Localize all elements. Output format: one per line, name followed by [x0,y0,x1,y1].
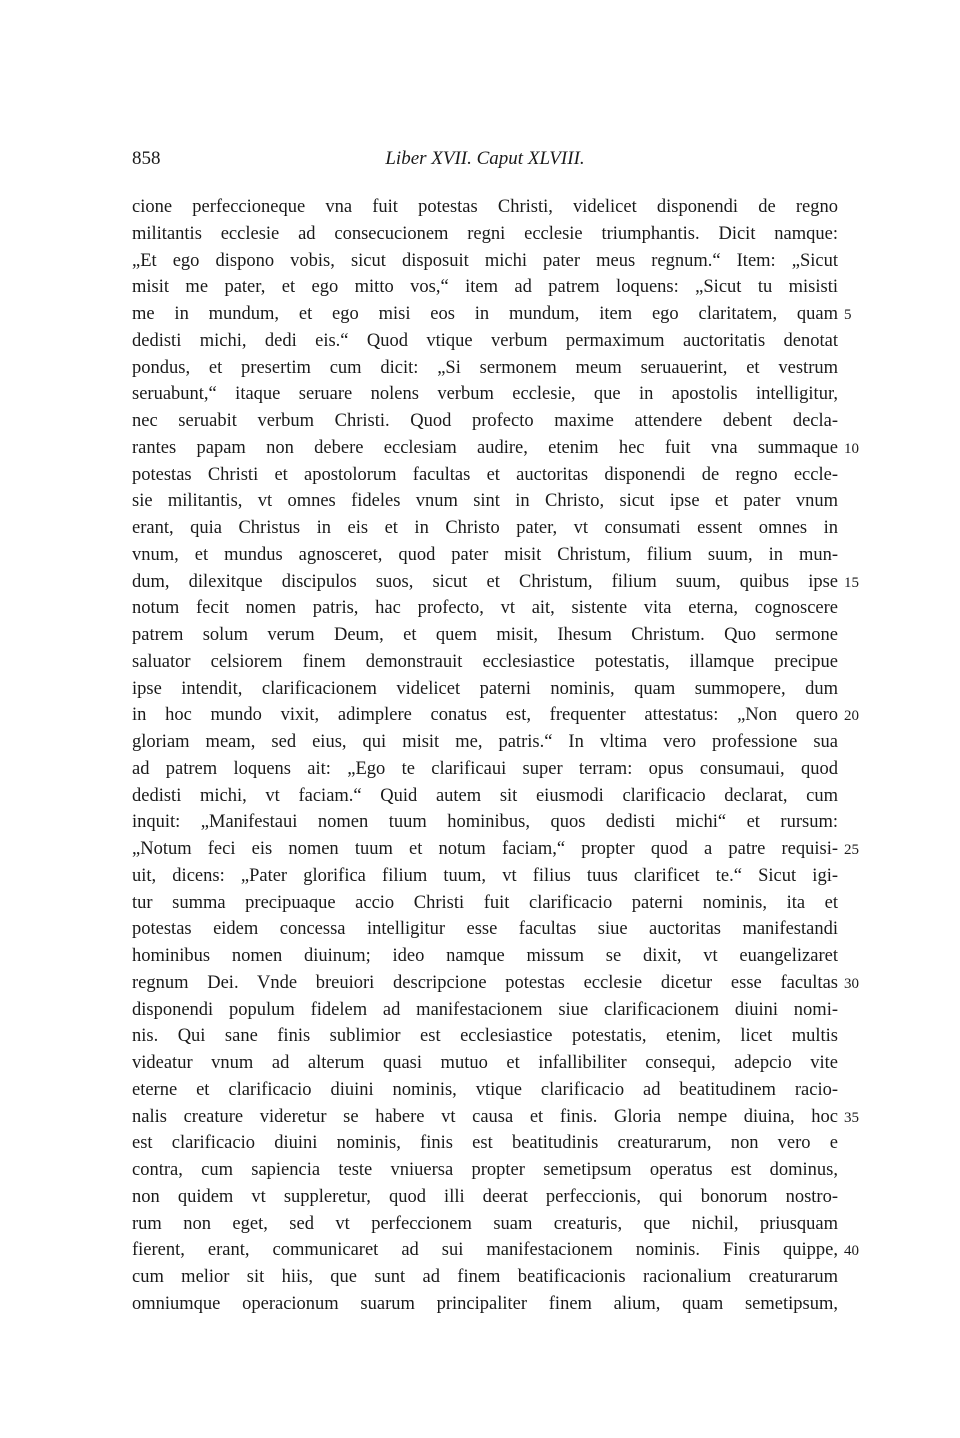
text-line [132,435,859,462]
text-line [132,997,838,1024]
line-text: fierent, erant, communicaret ad sui manifestacionem nominis. Finis quippe, [132,1240,838,1261]
text-line [132,1130,838,1157]
text-line [132,542,838,569]
text-line [132,328,838,355]
line-text: nec seruabit verbum Christi. Quod profecto maxime attendere debent decla- [132,411,838,431]
line-text: potestas Christi et apostolorum facultas et auctoritas disponendi de regno eccle- [132,464,838,485]
line-text: tur summa precipuaque accio Christi fuit clarificacio paterni nominis, ita et [132,892,838,913]
text-line [132,729,838,756]
text-line [132,595,838,622]
text-line [132,274,838,301]
text-line [132,1291,838,1318]
line-number: 25 [844,842,859,858]
text-line [132,1104,859,1131]
text-line [132,1023,838,1050]
line-number: 35 [844,1109,859,1126]
line-text: patrem solum verum Deum, et quem misit, Ihesum Christum. Quo sermone [132,625,838,645]
text-line [132,221,838,248]
line-text: in hoc mundo vixit, adimplere conatus est, frequenter attestatus: „Non quero [132,705,838,726]
text-line [132,408,838,435]
line-text: ad patrem loquens ait: „Ego te clarificaui super terram: opus consumaui, quod [132,758,838,779]
text-line [132,194,838,221]
line-text: disponendi populum fidelem ad manifestacionem siue clarificacionem diuini nomi- [132,999,838,1020]
line-text: regnum Dei. Vnde breuiori descripcione potestas ecclesie dicetur esse facultas [132,972,838,993]
line-text: rantes papam non debere ecclesiam audire, etenim hec fuit vna summaque [132,437,838,458]
line-text: non quidem vt suppleretur, quod illi deerat perfeccionis, qui bonorum nostro- [132,1186,838,1207]
text-line [132,355,838,382]
page-header [132,148,838,172]
line-text: pondus, et presertim cum dicit: „Si sermonem meum seruauerint, et vestrum [132,357,838,378]
line-text: „Et ego dispono vobis, sicut disposuit michi pater meus regnum.“ Item: „Sicut [132,250,838,271]
text-line [132,1050,838,1077]
text-line [132,1184,838,1211]
line-text: dedisti michi, vt faciam.“ Quid autem sit eiusmodi clarificacio declarat, cum [132,785,838,806]
line-number: 10 [844,440,859,457]
line-text: potestas eidem concessa intelligitur esse facultas siue auctoritas manifestandi [132,919,838,940]
text-line [132,301,852,328]
text-line [132,863,838,890]
running-title: Liber XVII. Caput XLVIII. [385,148,585,169]
text-line [132,569,859,596]
line-text: gloriam meam, sed eius, qui misit me, patris.“ In vltima vero professione sua [132,732,838,752]
text-line [132,649,838,676]
text-line [132,488,838,515]
line-number: 20 [844,708,859,725]
text-line [132,943,838,970]
text-line [132,1211,838,1238]
line-text: uit, dicens: „Pater glorifica filium tuum, vt filius tuus clarificet te.“ Sicut igi- [132,865,838,886]
text-line [132,970,859,997]
text-line [132,1157,838,1184]
line-text: misit me pater, et ego mitto vos,“ item ad patrem loquens: „Sicut tu misisti [132,277,838,298]
line-text: notum fecit nomen patris, hac profecto, vt ait, sistente vita eterna, cognoscere [132,598,838,619]
text-line [132,1264,838,1291]
line-text: „Notum feci eis nomen tuum et notum faciam,“ propter quod a patre requisi- [132,839,838,859]
line-text: vnum, et mundus agnosceret, quod pater misit Christum, filium suum, in mun- [132,544,838,565]
line-text: erant, quia Christus in eis et in Christo pater, vt consumati essent omnes in [132,518,838,538]
text-line [132,916,838,943]
line-text: ipse intendit, clarificacionem videlicet paterni nominis, quam summopere, dum [132,678,838,699]
line-text: me in mundum, et ego misi eos in mundum, item ego claritatem, quam [132,304,838,324]
line-text: dum, dilexitque discipulos suos, sicut et Christum, filium suum, quibus ipse [132,571,838,592]
line-text: saluator celsiorem finem demonstrauit ecclesiastice potestatis, illamque precipue [132,651,838,672]
line-text: est clarificacio diuini nominis, finis est beatitudinis creaturarum, non vero e [132,1133,838,1154]
line-text: cum melior sit hiis, que sunt ad finem beatificacionis racionalium creaturarum [132,1267,838,1287]
line-text: contra, cum sapiencia teste vniuersa propter semetipsum operatus est dominus, [132,1160,838,1180]
text-line [132,1237,859,1264]
text-line [132,809,838,836]
line-number: 40 [844,1243,859,1260]
text-line [132,622,838,649]
line-text: videatur vnum ad alterum quasi mutuo et infallibiliter consequi, adepcio vite [132,1053,838,1073]
line-text: militantis ecclesie ad consecucionem regni ecclesie triumphantis. Dicit namque: [132,223,838,244]
text-line [132,702,859,729]
text-line [132,381,838,408]
line-text: rum non eget, sed vt perfeccionem suam creaturis, que nichil, priusquam [132,1213,838,1234]
line-text: inquit: „Manifestaui nomen tuum hominibus, quos dedisti michi“ et rursum: [132,812,838,833]
line-text: omniumque operacionum suarum principaliter finem alium, quam semetipsum, [132,1293,838,1314]
text-line [132,756,838,783]
text-line [132,676,838,703]
text-line [132,462,838,489]
line-text: cione perfeccioneque vna fuit potestas Christi, videlicet disponendi de regno [132,197,838,217]
line-text: hominibus nomen diuinum; ideo namque missum se dixit, vt euangelizaret [132,946,838,966]
text-line [132,836,859,863]
line-text: eterne et clarificacio diuini nominis, vtique clarificacio ad beatitudinem racio- [132,1079,838,1100]
line-text: nalis creature videretur se habere vt causa et finis. Gloria nempe diuina, hoc [132,1106,838,1127]
line-number: 30 [844,975,859,992]
line-number: 15 [844,574,859,591]
page-number: 858 [132,148,161,169]
text-line [132,248,838,275]
line-text: seruabunt,“ itaque seruare nolens verbum ecclesie, que in apostolis intelligitur, [132,384,838,405]
line-text: dedisti michi, dedi eis.“ Quod vtique verbum permaximum auctoritatis denotat [132,330,838,351]
body-text [132,194,859,1318]
text-line [132,515,838,542]
line-number: 5 [844,307,852,323]
text-line [132,783,838,810]
text-line [132,890,838,917]
line-text: sie militantis, vt omnes fideles vnum sint in Christo, sicut ipse et pater vnum [132,491,838,512]
text-line [132,1077,838,1104]
line-text: nis. Qui sane finis sublimior est ecclesiastice potestatis, etenim, licet multis [132,1026,838,1047]
